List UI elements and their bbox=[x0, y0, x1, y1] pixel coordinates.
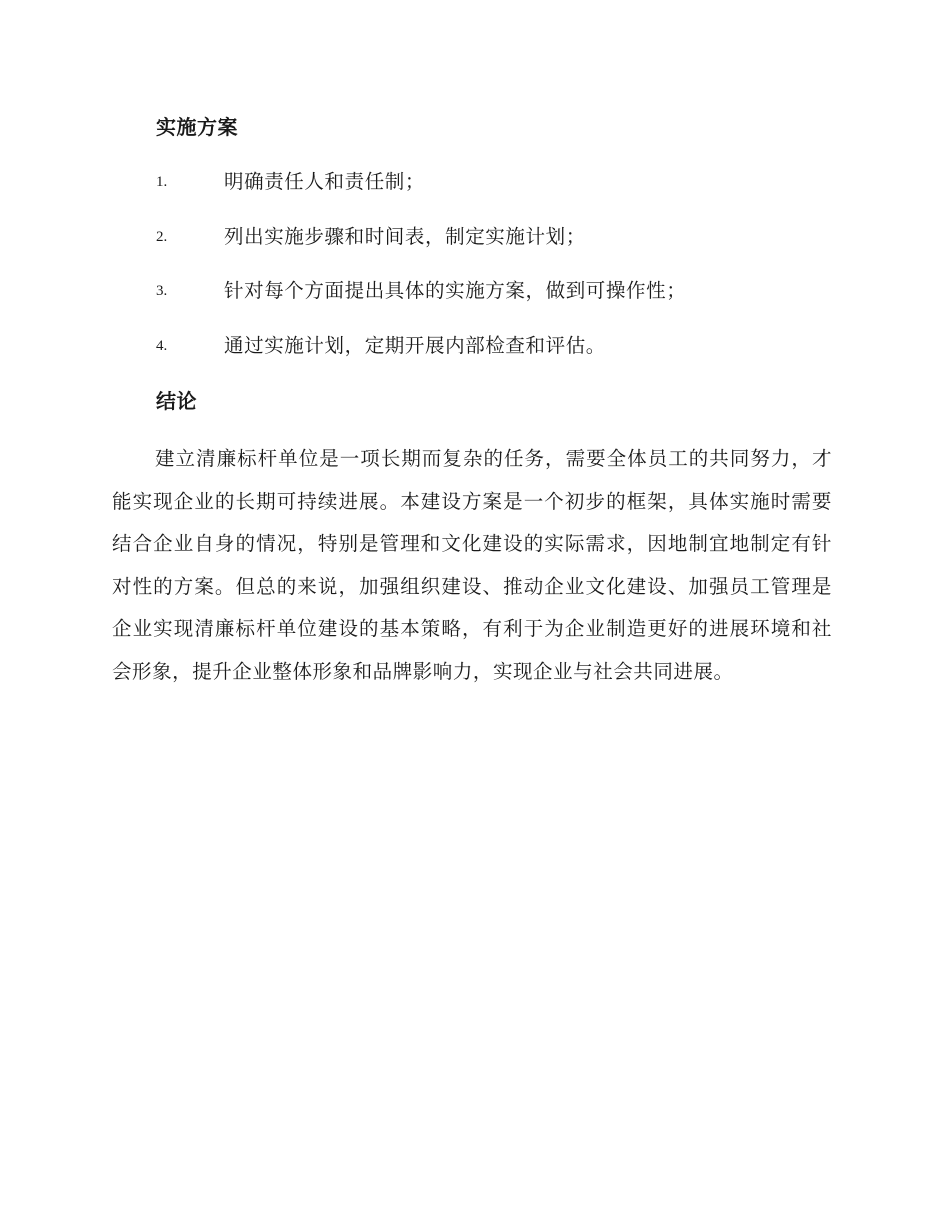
list-item bbox=[156, 222, 856, 252]
list-item-text: 针对每个方面提出具体的实施方案，做到可操作性； bbox=[224, 279, 687, 302]
implementation-heading: 实施方案 bbox=[156, 115, 238, 139]
list-item-number: 3. bbox=[156, 283, 168, 299]
list-item bbox=[156, 331, 856, 361]
list-item-text: 列出实施步骤和时间表，制定实施计划； bbox=[224, 225, 586, 248]
conclusion-heading: 结论 bbox=[156, 389, 197, 413]
list-item-number: 4. bbox=[156, 338, 168, 354]
list-item-text: 明确责任人和责任制； bbox=[224, 170, 426, 193]
list-item-text: 通过实施计划，定期开展内部检查和评估。 bbox=[224, 334, 606, 357]
list-item-number: 1. bbox=[156, 174, 168, 190]
list-item-number: 2. bbox=[156, 229, 168, 245]
conclusion-paragraph: 建立清廉标杆单位是一项长期而复杂的任务，需要全体员工的共同努力，才能实现企业的长期可持续进展。本建设方案是一个初步的框架，具体实施时需要结合企业自身的情况，特别是管理和文化建设的实际需求，因地制宜地制定有针对性的方案。但总的来说，加强组织建设、推动企业文化建设、加强员工管理是企业实现清廉标杆单位建设的基本策略，有利于为企业制造更好的进展环境和社会形象，提升企业整体形象和品牌影响力，实现企业与社会共同进展。 bbox=[112, 447, 832, 683]
list-item bbox=[156, 276, 856, 306]
list-item bbox=[156, 167, 856, 197]
